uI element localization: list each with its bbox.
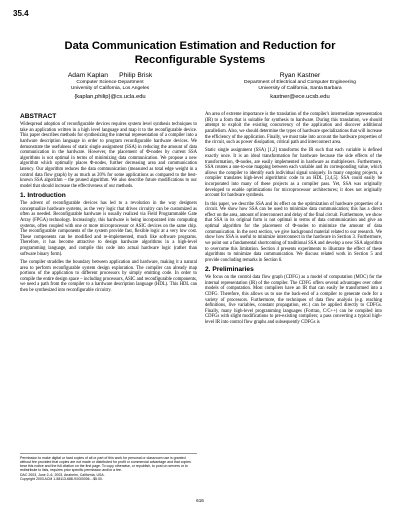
body-paragraph: The advent of reconfigurable devices has led to a revolution in the way designers conceptualize hardware systems, as the very logic that drives circuitry can be customized as often as needed. Reconfigurable hardware is usually realized via Field Programmable Gate Array (FPGA) technology. Increasingly, this hardware is being incorporated into computing systems, often coupled with one or more microprocessor or ASIC devices on the same chip. The reconfigurable components of the system provide fast, flexible logic at a very low cost. These components can be modified and re-implemented, much like software programs. Therefore, it has become attractive to design hardware algorithms in a high-level programming language, and compile this code into actual hardware logic (rather than software binary form). (20, 201, 197, 257)
author-email: kastner@ece.ucsb.edu (270, 93, 330, 100)
paper-title-line-1: Data Communication Estimation and Reduction for (64, 40, 336, 52)
author-email: {kaplan,philip}@cs.ucla.edu (74, 93, 146, 100)
section-heading-preliminaries: 2. Preliminaries (205, 266, 254, 274)
author-block-ucsb (220, 72, 380, 101)
author-block-ucla (40, 72, 180, 101)
author-names: Adam Kaplan Philip Brisk (67, 72, 153, 79)
author-affiliation: Computer Science Department (76, 80, 144, 85)
right-column (205, 112, 382, 328)
body-paragraph: An area of extreme importance is the translation of the compiler's intermediate representation (IR) to a form that is suitable for synthesis to hardware. During this translation, we should attempt to exploit the existing concurrency of the application and discover additional parallelism. Also, we should determine the types of hardware specializations that will increase the efficiency of the application. Finally, we must take into account the hardware properties of the circuit, such as power dissipation, critical path and interconnect area. (205, 112, 382, 146)
author-affiliation: Department of Electrical and Computer Engineering (244, 80, 356, 85)
body-paragraph: Static single assignment (SSA) [1,2] transforms the IR such that each variable is defined exactly once. It is an ideal transformation for hardware because the side effects of the transformation, Φ-nodes, are easily implemented in hardware as multiplexers. Furthermore, SSA creates a one-to-one mapping between each variable and its corresponding value, which allows the compiler to identify each individual signal uniquely. In many ongoing projects, a compiler translates high-level algorithmic code to an HDL [3,4,5]. SSA could easily be incorporated into many of these projects as a compiler pass. Yet, SSA was originally developed to enable optimizations for microprocessor architectures; it does not originally account for hardware synthesis. (205, 148, 382, 199)
author-affiliation: University of California, Los Angeles (70, 86, 150, 92)
author-affiliation: University of California, Santa Barbara (258, 86, 342, 92)
section-heading-introduction: 1. Introduction (20, 192, 66, 200)
body-paragraph: We focus on the control data flow graph (CDFG) as a model of computation (MOC) for the internal representation (IR) of the compiler. The CDFG offers several advantages over other models of computation. Most compilers have an IR that can easily be transformed into a CDFG. Therefore, this allows us to use the back-end of a compiler to generate code for a variety of processors. Furthermore, the techniques of data flow analysis (e.g. reaching definitions, live variables, constant propagation, etc.) can be applied directly to CDFGs. Finally, many high-level programming languages (Fortran, C/C++) can be compiled into CDFGs with slight modifications to pre-existing compilers; a pass converting a typical high-level IR into control flow graphs and subsequently CDFGs is (205, 275, 382, 326)
body-paragraph: The compiler straddles the boundary between application and hardware, making it a natural area to perform reconfigurable system design exploration. The compiler can already map portions of the application to different processors by simply emitting code. In order to compile the entire design space – including processors, ASIC and reconfigurable components, we need a path from the compiler to a hardware description language (HDL). This HDL can then be synthesized into reconfigurable circuitry. (20, 259, 197, 294)
copyright-notice (20, 453, 197, 481)
paper-title-line-2: Reconfigurable Systems (134, 54, 266, 66)
left-column (20, 112, 197, 296)
body-paragraph: In this paper, we describe SSA and its effect on the optimization of hardware properties of a circuit. We show how SSA can be used to minimize data communication; this has a direct effect on the area, amount of interconnect and delay of the final circuit. Furthermore, we show that SSA in its original form is not optimal in terms of data communication and give an optimal algorithm for the placement of Φ-nodes to minimize the amount of data communication. In the next section, we give background material related to our research. We show how SSA is useful to minimize interconnect in the hardware in Section 3. Furthermore, we point out a fundamental shortcoming of traditional SSA and develop a new SSA algorithm to overcome this limitation. Section 4 presents experiments to illustrate the effect of these algorithms to minimize data communication. We discuss related work in Section 5 and provide concluding remarks in Section 6. (205, 201, 382, 263)
conference-info: DAC 2003, June 2–6, 2003, Anaheim, California, USA. (20, 472, 105, 477)
abstract-text: Widespread adoption of reconfigurable devices requires system level synthesis techniques to take an application written in a high level language and map it to the reconfigurable device. This paper describes methods for synthesizing the internal representation of a compiler into a hardware description language in order to program reconfigurable hardware devices. We demonstrate the usefulness of static single assignment (SSA) in reducing the amount of data communication in the hardware. However, the placement of Φ-nodes by current SSA algorithms is not optimal in terms of minimizing data communication. We propose a new algorithm which optimally places Φ-nodes, further decreasing area and communication latency. Our algorithm reduces the data communication (measured as total edge weight in a control data flow graph) by as much as 20% for some applications as compared to the best-known SSA algorithm – the pruned algorithm. We also describe future modifications to our model that should increase the effectiveness of our methods. (20, 122, 197, 189)
page-number: 616 (196, 498, 204, 503)
permission-text: Permission to make digital or hard copies of all or part of this work for personal or classroom use is granted without fee provided that copies are not made or distributed for profit or commercial advantage and that copies bear this notice and the full citation on the first page. To copy otherwise, or republish, to post on servers or to redistribute to lists, requires prior specific permission and/or a fee. (20, 456, 191, 473)
abstract-heading: ABSTRACT (20, 113, 57, 120)
author-names: Ryan Kastner (279, 72, 321, 79)
author-list (0, 72, 400, 102)
copyright-line: Copyright 2003 ACM 1-58113-688-9/03/0006…$5.00. (20, 476, 103, 481)
session-number: 35.4 (13, 9, 29, 18)
